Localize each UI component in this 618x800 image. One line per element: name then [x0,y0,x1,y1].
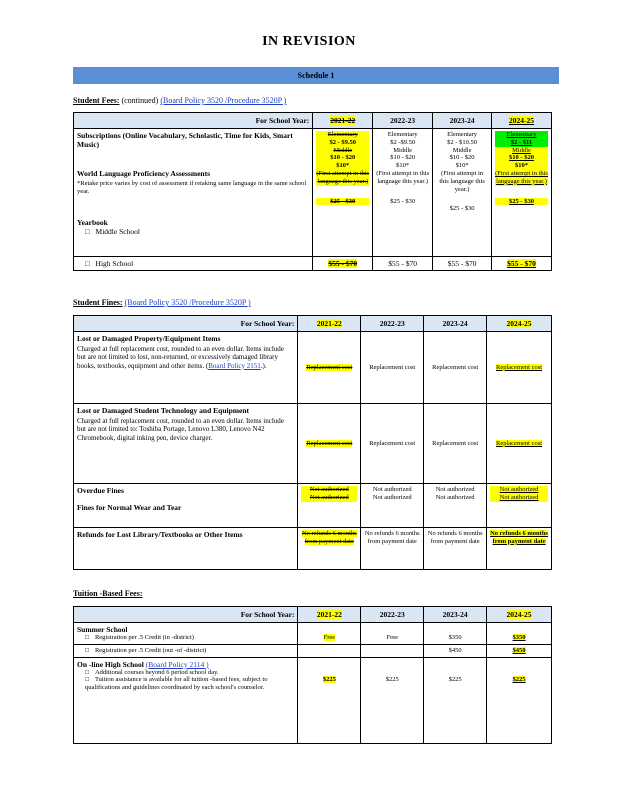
elem-price: $2 - $10.50 [447,138,477,146]
wl-attempt: (First attempt in this language this year.) [316,169,370,185]
mid-price: $10 - $20 [495,154,548,162]
mid-label: Middle [393,146,413,154]
mid-label: Middle [452,146,472,154]
online-bullet-2: □ Tuition assistance is available for all tuition -based fees, subject to qualifications and guidelines coordinated by each school's counselor. [77,676,294,692]
replacement-cost: Replacement cost [424,404,487,484]
online-value: $225 [512,675,526,683]
overdue-label: Overdue Fines [77,486,124,495]
replacement-cost: Replacement cost [496,363,543,371]
yearbook-mid-price: $25 - $30 [449,205,475,213]
mid-price: $10 - $20 [390,154,416,162]
year-col: 2024-25 [506,319,532,328]
refunds-value: No refunds 6 months from payment date [424,528,487,570]
year-col: 2022-23 [361,607,424,623]
lost-property-desc-end: .). [260,361,267,370]
subscriptions-label: Subscriptions (Online Vocabulary, Scholastic, Time for Kids, Smart Music) [77,131,293,149]
fees-policy-link[interactable]: (Board Policy 3520 /Procedure 3520P ) [160,96,287,105]
lost-property-desc: Charged at full replacement cost, rounded to an even dollar. Items include but are not limited to lost, non-returned, or excessively damaged library books, textbooks, equipment and other items. ( [77,345,284,370]
not-authorized: Not authorized [301,494,357,502]
year-col: 2023-24 [433,113,492,129]
yearbook-label: Yearbook [77,217,108,227]
lost-property-title: Lost or Damaged Property/Equipment Items [77,334,221,343]
online-value: $225 [424,657,487,743]
summer-label: Summer School [77,625,128,634]
wl-price: $10* [316,162,369,170]
tuition-header-label: For School Year: [74,607,298,623]
not-authorized: Not authorized [435,493,475,501]
lost-tech-desc: Charged at full replacement cost, rounded to an even dollar. Items include but are not limited to: Toshiba Portage, Lenovo L380, Lenovo N42 Chromebook, digital inking pen, device charger. [77,417,284,442]
not-authorized: Not authorized [372,493,412,501]
summer-out-row [74,644,552,657]
lost-tech-title: Lost or Damaged Student Technology and Equipment [77,406,249,415]
yearbook-middle: □ Middle School [77,227,309,236]
policy-2151-link[interactable]: Board Policy 2151 [208,361,261,370]
online-value: $225 [322,675,336,683]
summer-out-district: □ Registration per .5 Credit (out -of -district) [77,647,294,655]
elem-label: Elementary [316,131,369,139]
mid-label: Middle [316,147,369,155]
summer-in-district: □ Registration per .5 Credit (in -district) [77,634,294,642]
elem-price: $2 - $11 [495,139,548,147]
summer-out-value [298,644,361,657]
year-col: 2021-22 [316,610,342,619]
yearbook-mid-price: $25 - $30 [495,198,548,206]
summer-row [74,623,552,645]
wl-attempt: (First attempt in this language this year.) [495,169,548,185]
fees-body-row [74,129,552,257]
year-col: 2022-23 [361,316,424,332]
mid-label: Middle [495,147,548,155]
not-authorized: Not authorized [372,486,412,493]
replacement-cost: Replacement cost [306,363,353,371]
refunds-value: No refunds 6 months from payment date [361,528,424,570]
elem-price: $2 - $9.50 [316,139,369,147]
tuition-heading [73,589,143,599]
fees-header-label: For School Year: [74,113,313,129]
summer-in-value: $350 [512,634,526,641]
online-value: $225 [361,657,424,743]
elem-price: $2 -$9.50 [390,138,416,146]
online-label: On -line High School [77,659,144,669]
replacement-cost: Replacement cost [306,439,353,447]
year-col: 2023-24 [424,316,487,332]
year-col: 2024-25 [509,116,535,125]
not-authorized: Not authorized [301,486,357,494]
not-authorized: Not authorized [490,494,548,502]
schedule-bar: Schedule 1 [73,67,559,84]
continued-label: (continued) [121,96,159,105]
fines-header-label: For School Year: [74,316,298,332]
year-col: 2023-24 [424,607,487,623]
year-col: 2021-22 [316,319,342,328]
wl-price: $10* [495,162,548,170]
summer-in-value: $350 [424,623,487,645]
year-col: 2022-23 [373,113,433,129]
policy-2114-link[interactable]: (Board Policy 2114 ) [145,659,209,669]
summer-out-value: $450 [424,644,487,657]
student-fines-table [73,315,552,570]
student-fines-title: Student Fines: [73,298,123,307]
normal-wear-label: Fines for Normal Wear and Tear [77,503,182,512]
wl-price: $10* [455,162,469,170]
refunds-value: No refunds 6 months from payment date [301,530,357,545]
page-title: IN REVISION [262,34,356,49]
wl-attempt: (First attempt in this language this year.) [376,169,430,185]
refunds-value: No refunds 6 months from payment date [490,530,548,545]
student-fees-heading [73,96,286,106]
wl-price: $10* [396,162,410,170]
replacement-cost: Replacement cost [496,439,543,447]
not-authorized: Not authorized [490,486,548,494]
summer-out-value [361,644,424,657]
student-fees-title: Student Fees: [73,96,120,105]
yearbook-high-price: $55 - $70 [507,259,536,268]
world-language-label: World Language Proficiency Assessments [77,169,210,178]
lost-tech-row [74,404,552,484]
refunds-label: Refunds for Lost Library/Textbooks or Other Items [77,530,243,539]
fees-header-row [74,113,552,129]
student-fees-table [73,112,552,271]
summer-out-value: $450 [512,646,526,654]
refunds-row [74,528,552,570]
overdue-row [74,484,552,528]
summer-in-value: Free [361,623,424,645]
year-col: 2021-22 [330,116,356,125]
year-col: 2024-25 [506,610,532,619]
yearbook-mid-price: $25 - $30 [390,197,416,205]
mid-price: $10 - $20 [316,154,369,162]
elem-label: Elementary [447,131,478,138]
not-authorized: Not authorized [435,486,475,493]
replacement-cost: Replacement cost [361,332,424,404]
elem-label: Elementary [387,131,418,138]
fines-header-row [74,316,552,332]
fines-policy-link[interactable]: (Board Policy 3520 /Procedure 3520P ) [124,298,251,307]
tuition-header-row [74,607,552,623]
lost-property-row [74,332,552,404]
online-bullet-1: □ Additional courses beyond 6 period school day. [77,669,294,677]
mid-price: $10 - $20 [449,154,475,162]
elem-label: Elementary [495,131,548,139]
tuition-table [73,606,552,744]
online-row [74,657,552,743]
student-fines-heading [73,298,251,308]
yearbook-high-row [74,257,552,271]
world-language-note: *Retake price varies by cost of assessment if retaking same language in the same school year. [77,180,307,195]
yearbook-high-price: $55 - $70 [433,257,492,271]
yearbook-high-price: $55 - $70 [328,259,358,268]
replacement-cost: Replacement cost [361,404,424,484]
wl-attempt: (First attempt in this language this year.) [439,169,485,193]
yearbook-high: □ High School [77,259,309,268]
yearbook-high-price: $55 - $70 [373,257,433,271]
replacement-cost: Replacement cost [424,332,487,404]
summer-in-value: Free [323,634,336,641]
tuition-title: Tuition -Based Fees: [73,589,143,598]
yearbook-mid-price: $25 - $30 [316,198,369,206]
